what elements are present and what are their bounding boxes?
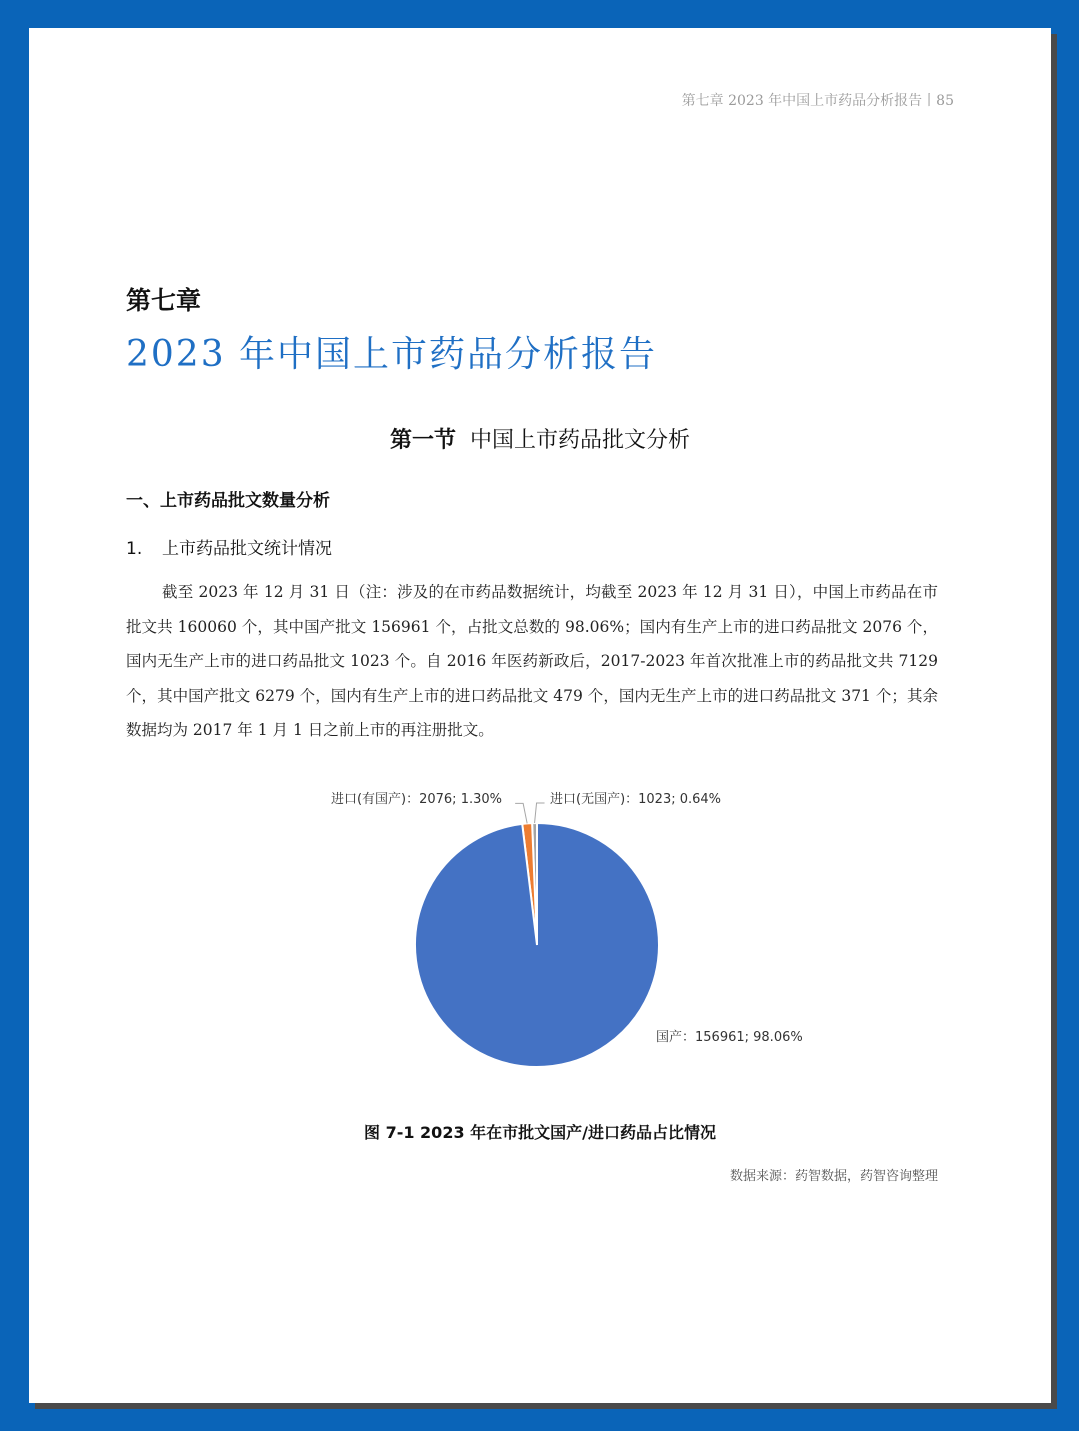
leader-line-import-with-domestic [515, 803, 527, 823]
pie-chart [29, 28, 1051, 1118]
heading-level-2-number: 1. [126, 539, 143, 559]
body-paragraph: 截至 2023 年 12 月 31 日（注：涉及的在市药品数据统计，均截至 2023 年 12 月 31 日），中国上市药品在市批文共 160060 个，其中国产批文 156961 个，占批文总数的 98.06%；国内有生产上市的进口药品批文 2076 个，国内无生产上市的进口药品批文 1023 个。自 2016 年医药新政后，2017-2023 年首次批准上市的药品批文共 7129 个，其中国产批文 6279 个，国内有生产上市的进口药品批文 479 个，国内无生产上市的进口药品批文 371 个；其余数据均为 2017 年 1 月 1 日之前上市的再注册批文。 [126, 583, 938, 739]
pie-label-domestic: 国产：156961; 98.06% [656, 1030, 803, 1045]
pie-label-import-with-domestic: 进口(有国产)：2076; 1.30% [330, 792, 502, 807]
document-page [29, 28, 1051, 1403]
section-number: 第一节 [389, 428, 456, 453]
data-source: 数据来源：药智数据，药智咨询整理 [729, 1169, 938, 1184]
figure-caption: 图 7-1 2023 年在市批文国产/进口药品占比情况 [364, 1123, 716, 1142]
heading-level-1: 一、上市药品批文数量分析 [126, 491, 330, 511]
running-header: 第七章 2023 年中国上市药品分析报告丨85 [681, 93, 954, 109]
pie-slice-domestic [415, 823, 659, 1067]
heading-level-2-text: 上市药品批文统计情况 [162, 539, 332, 559]
leader-line-import-no-domestic [535, 803, 545, 823]
pie-label-import-no-domestic: 进口(无国产)：1023; 0.64% [550, 792, 722, 807]
chapter-label: 第七章 [126, 286, 202, 315]
chapter-title: 2023 年中国上市药品分析报告 [126, 334, 658, 375]
section-name: 中国上市药品批文分析 [470, 428, 691, 453]
